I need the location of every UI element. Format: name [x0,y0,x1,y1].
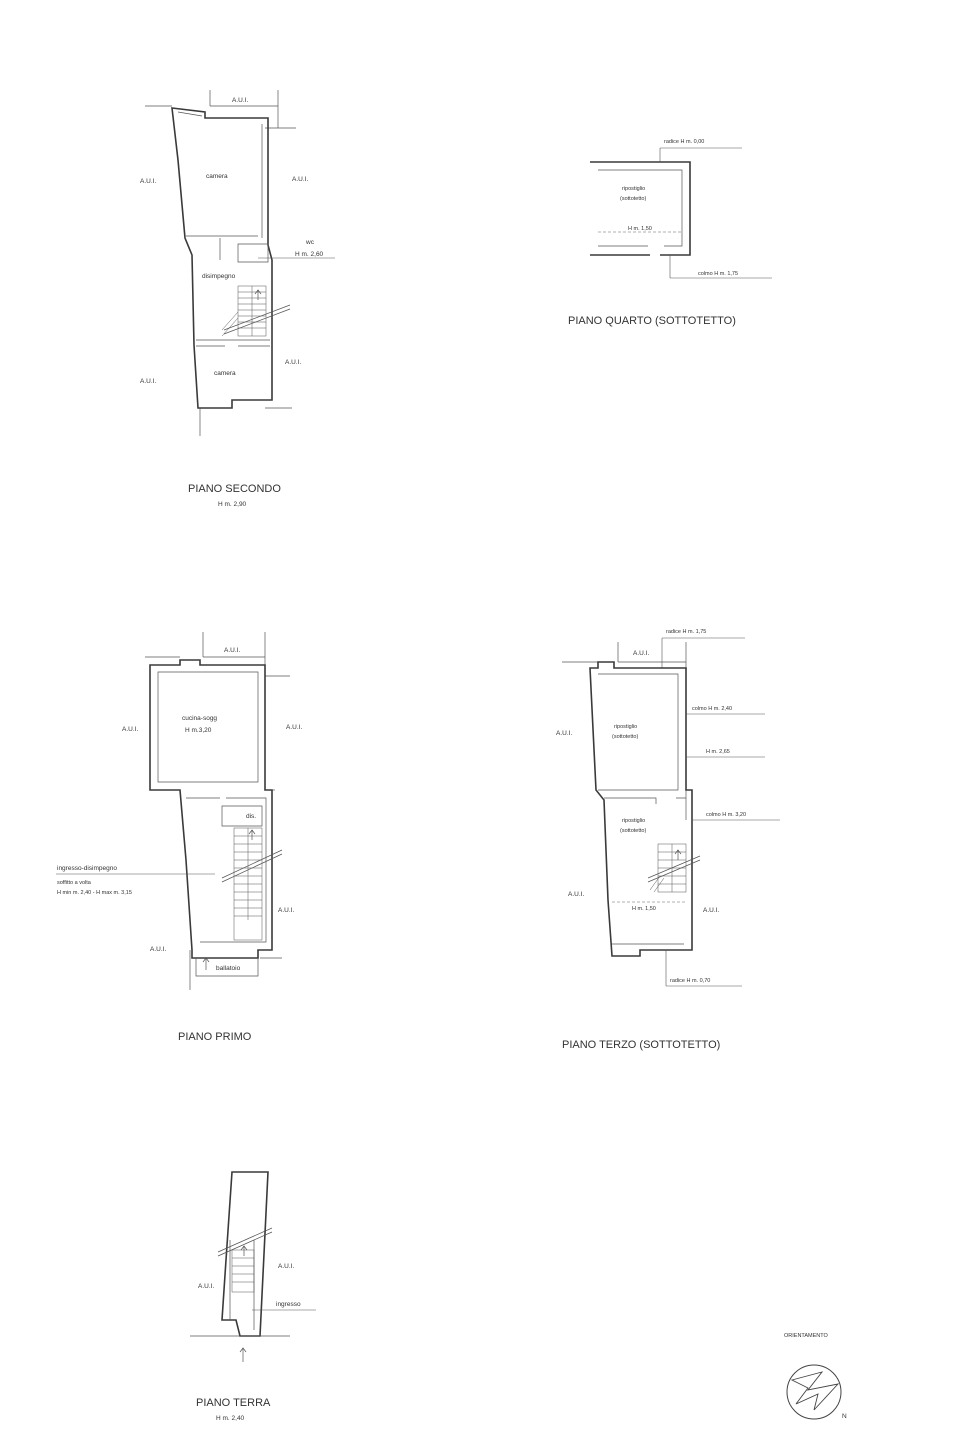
aui-label: A.U.I. [150,946,167,953]
floor-plan-piano-terzo [556,629,780,1051]
colmo-label: colmo H m. 2,40 [692,706,733,712]
aui-label: A.U.I. [292,176,309,183]
aui-label: A.U.I. [286,724,303,731]
radice-label: radice H m. 1,75 [666,629,707,635]
room-label-sottotetto: (sottotetto) [612,734,639,740]
room-label-ripostiglio: ripostiglio [622,186,646,192]
room-label-camera: camera [206,173,228,180]
colmo-label: colmo H m. 3,20 [706,812,747,818]
floor-plan-piano-terra [190,1172,316,1422]
height-label: H m. 1,50 [628,226,652,232]
room-label-ingresso: ingresso-disimpegno [57,865,117,872]
aui-label: A.U.I. [198,1283,215,1290]
aui-label: A.U.I. [278,1263,295,1270]
room-label-dis: dis. [246,813,257,820]
aui-label: A.U.I. [122,726,139,733]
aui-label: A.U.I. [224,647,241,654]
room-label-cucina: cucina-sogg [182,715,218,722]
room-label-camera: camera [214,370,236,377]
room-label-wc: wc [306,239,314,246]
compass-rose-icon [784,1333,847,1420]
room-height-wc: H m. 2,60 [295,251,324,258]
room-label-sottotetto: (sottotetto) [620,196,647,202]
floor-plan-piano-primo [56,632,302,1043]
room-label-disimpegno: disimpegno [202,273,236,280]
radice-label: radice H m. 0,70 [670,978,711,984]
floor-title: PIANO PRIMO [178,1031,252,1043]
aui-label: A.U.I. [285,359,302,366]
aui-label: A.U.I. [140,378,157,385]
radice-label: radice H m. 0,00 [664,139,705,145]
stair-primo [222,828,282,940]
colmo-label: colmo H m. 1,75 [698,271,739,277]
room-height-cucina: H m.3,20 [185,727,212,734]
aui-label: A.U.I. [703,907,720,914]
floor-title: PIANO TERRA [196,1397,271,1409]
floor-plan-piano-secondo [140,90,335,508]
floor-title: PIANO TERZO (SOTTOTETTO) [562,1039,721,1051]
aui-label: A.U.I. [140,178,157,185]
room-label-ripostiglio: ripostiglio [622,818,646,824]
height-range-label: H min m. 2,40 - H max m. 3,15 [57,890,132,896]
aui-label: A.U.I. [278,907,295,914]
floor-title: PIANO QUARTO (SOTTOTETTO) [568,315,736,327]
aui-label: A.U.I. [568,891,585,898]
height-label: H m. 2,65 [706,749,730,755]
room-label-sottotetto: (sottotetto) [620,828,647,834]
aui-label: A.U.I. [633,650,650,657]
room-label-ingresso: ingresso [276,1301,301,1308]
height-label: H m. 1,50 [632,906,656,912]
floor-height: H m. 2,40 [216,1415,245,1422]
aui-label: A.U.I. [232,97,249,104]
floor-height: H m. 2,90 [218,501,247,508]
floor-title: PIANO SECONDO [188,483,281,495]
stair-secondo [222,286,290,336]
room-label-ripostiglio: ripostiglio [614,724,638,730]
aui-label: A.U.I. [556,730,573,737]
floor-plan-piano-quarto [568,139,772,327]
orientation-label: ORIENTAMENTO [784,1333,828,1339]
room-label-ballatoio: ballatoio [216,965,241,972]
north-label: N [842,1413,847,1420]
soffitto-label: soffitto a volta [57,880,91,886]
